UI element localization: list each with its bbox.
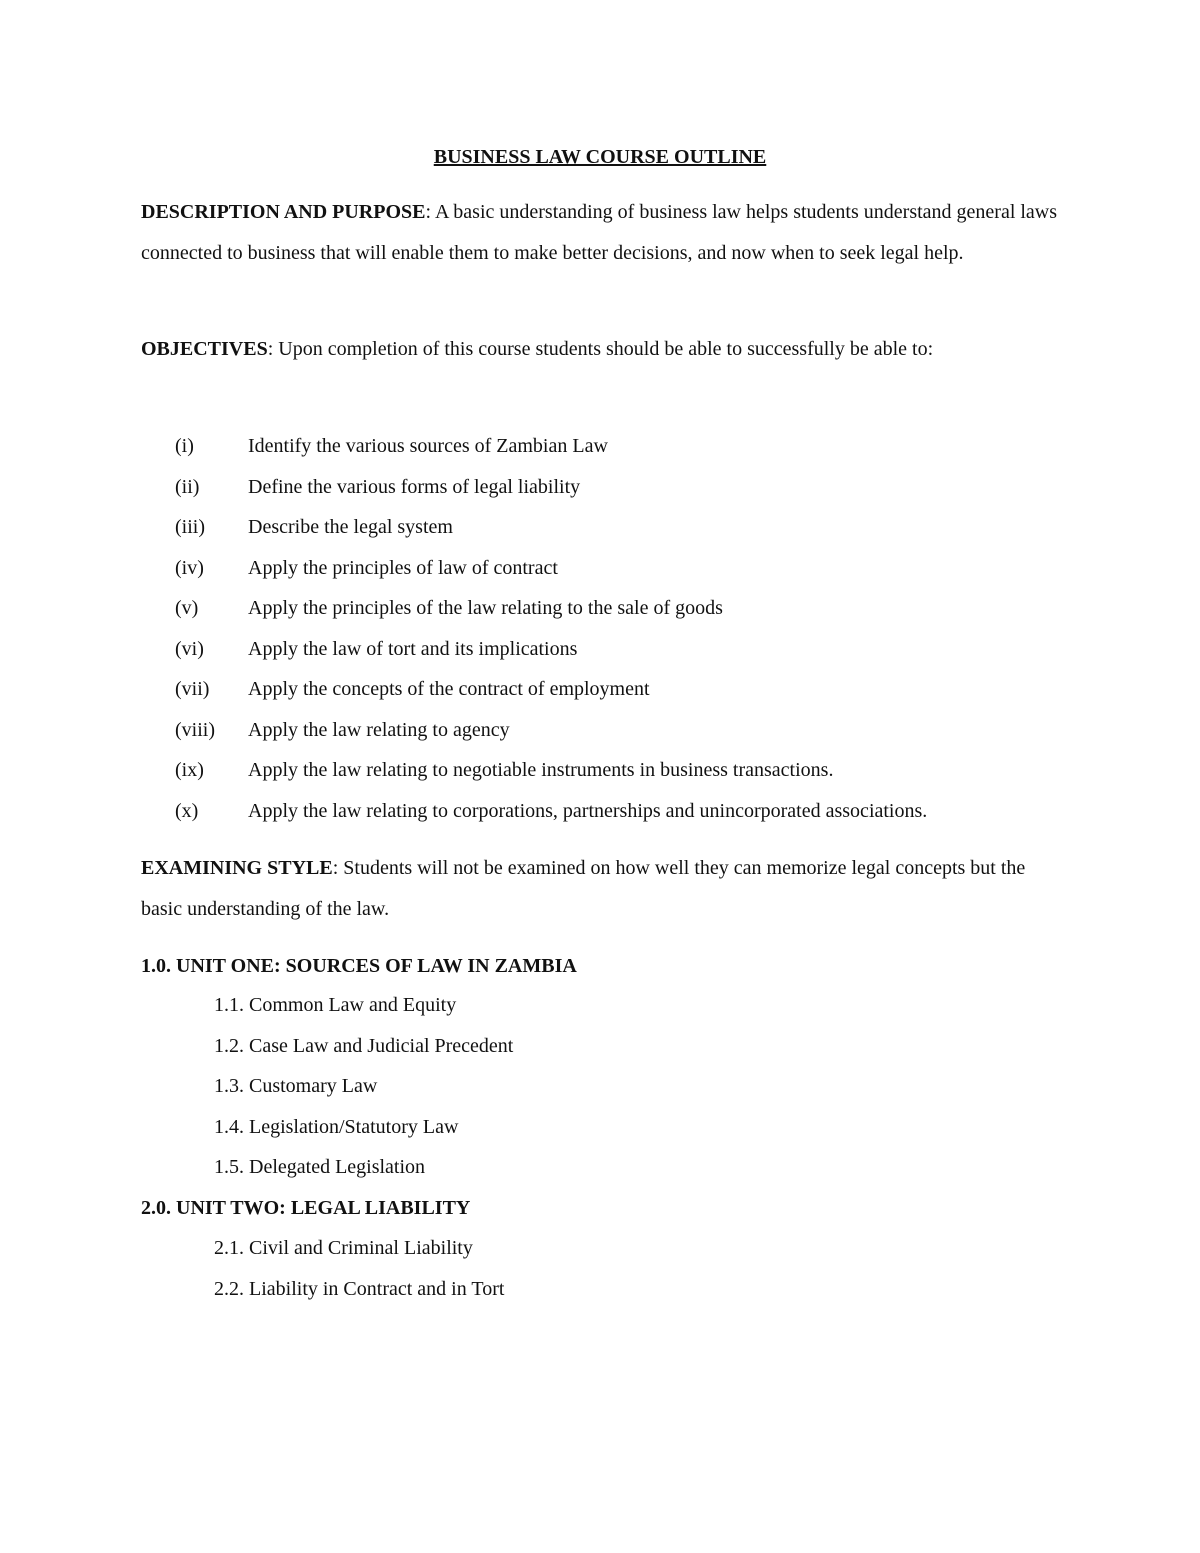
unit-two-topics — [214, 1228, 504, 1309]
examining-text: : Students will not be examined on how well they can memorize legal concepts but the basic understanding of the law. — [141, 857, 1026, 920]
list-item-number: (vii) — [175, 678, 210, 700]
list-item-number: (iv) — [175, 556, 204, 579]
list-item — [0, 588, 1200, 629]
page-title: BUSINESS LAW COURSE OUTLINE — [433, 146, 767, 168]
unit-one-heading: 1.0. UNIT ONE: SOURCES OF LAW IN ZAMBIA — [141, 955, 577, 977]
list-item-number: (vi) — [175, 637, 204, 660]
list-item-number: (x) — [175, 799, 199, 822]
topic-item: 1.5. Delegated Legislation — [214, 1156, 426, 1178]
objectives-paragraph — [141, 329, 1061, 370]
list-item — [0, 710, 1200, 751]
list-item — [0, 507, 1200, 548]
topic-item: 2.1. Civil and Criminal Liability — [214, 1237, 473, 1259]
list-item-number: (v) — [175, 597, 199, 619]
list-item-text: Identify the various sources of Zambian Law — [248, 435, 608, 457]
description-text: : A basic understanding of business law helps students understand general laws connected to business that will enable them to make better decisions, and now when to seek legal help. — [141, 201, 1058, 264]
topic-item: 2.2. Liability in Contract and in Tort — [214, 1277, 505, 1300]
description-paragraph — [141, 192, 1061, 274]
description-label: DESCRIPTION AND PURPOSE — [141, 201, 426, 223]
objectives-list — [0, 426, 1200, 831]
examining-paragraph — [141, 848, 1061, 930]
list-item-number: (ii) — [175, 475, 200, 498]
topic-item: 1.1. Common Law and Equity — [214, 994, 457, 1016]
list-item-text: Apply the principles of the law relating to the sale of goods — [248, 597, 723, 619]
topic-item: 1.2. Case Law and Judicial Precedent — [214, 1034, 514, 1057]
list-item — [0, 629, 1200, 670]
examining-label: EXAMINING STYLE — [141, 857, 333, 879]
list-item — [0, 791, 1200, 832]
list-item — [0, 750, 1200, 791]
list-item — [0, 426, 1200, 467]
unit-one-topics — [214, 985, 513, 1188]
objectives-text: : Upon completion of this course students should be able to successfully be able to: — [267, 338, 934, 360]
list-item-number: (i) — [175, 435, 194, 457]
list-item-text: Apply the law relating to agency — [248, 718, 510, 741]
list-item — [0, 467, 1200, 508]
list-item-number: (viii) — [175, 718, 215, 741]
unit-two-heading: 2.0. UNIT TWO: LEGAL LIABILITY — [141, 1197, 471, 1219]
list-item — [0, 669, 1200, 710]
list-item-text: Apply the principles of law of contract — [248, 556, 558, 579]
list-item — [0, 548, 1200, 589]
objectives-label: OBJECTIVES — [141, 338, 268, 360]
topic-item: 1.4. Legislation/Statutory Law — [214, 1115, 459, 1138]
list-item-number: (ix) — [175, 759, 204, 781]
list-item-text: Apply the law relating to negotiable instruments in business transactions. — [248, 759, 834, 781]
topic-item: 1.3. Customary Law — [214, 1075, 378, 1097]
list-item-text: Describe the legal system — [248, 516, 453, 538]
list-item-text: Define the various forms of legal liability — [248, 475, 581, 498]
list-item-text: Apply the concepts of the contract of employment — [248, 678, 650, 700]
list-item-number: (iii) — [175, 516, 205, 538]
list-item-text: Apply the law of tort and its implications — [248, 637, 578, 660]
list-item-text: Apply the law relating to corporations, partnerships and unincorporated associations. — [248, 799, 928, 822]
